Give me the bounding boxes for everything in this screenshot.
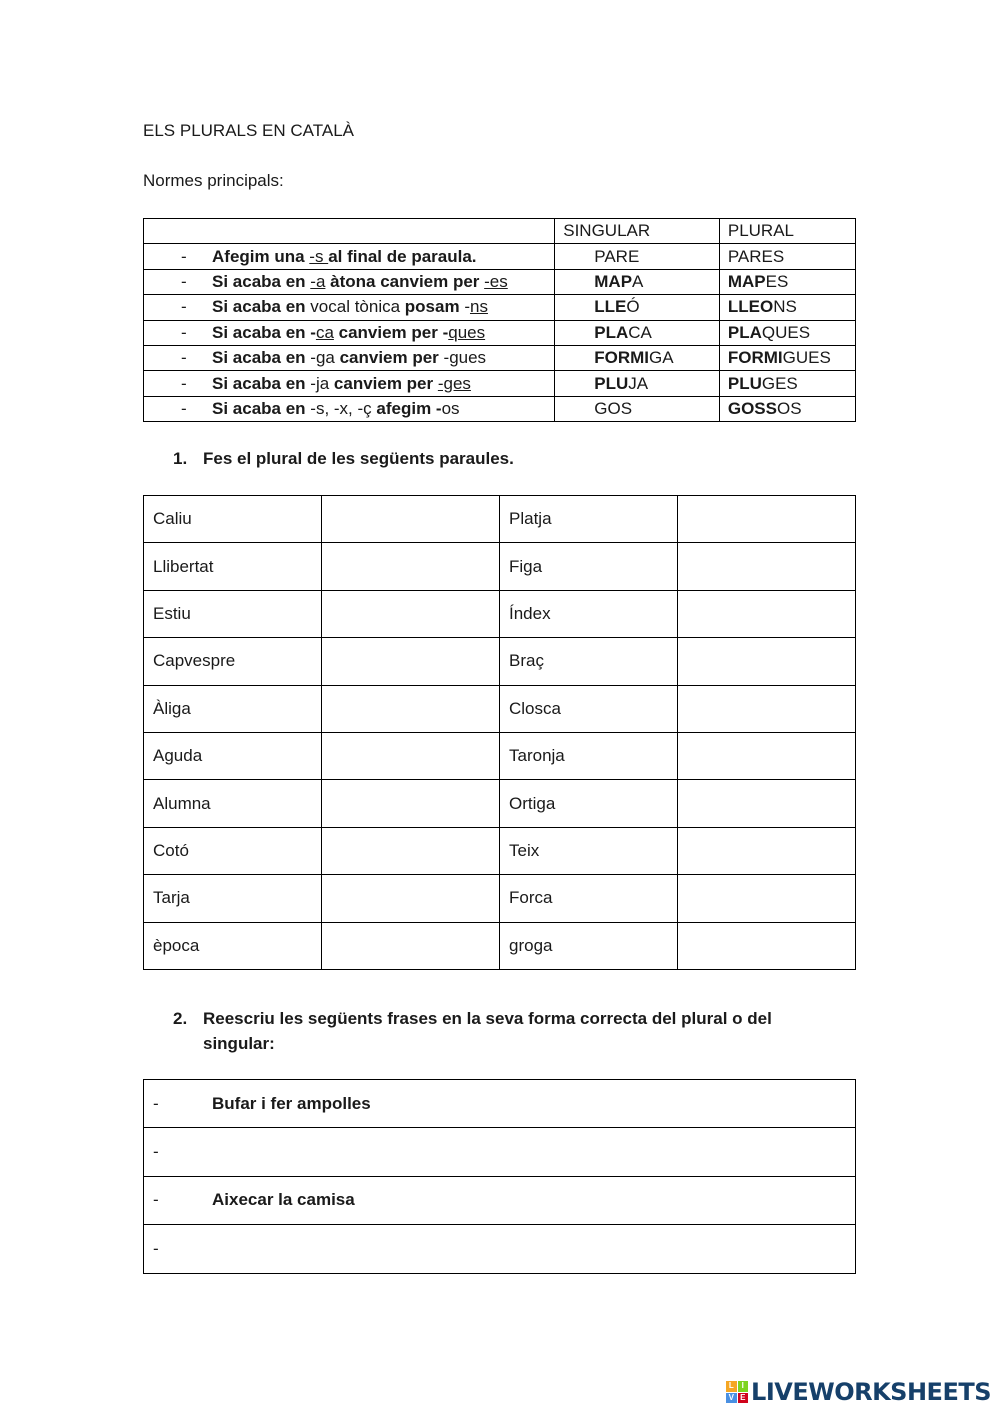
plural-text-run: LLEO <box>727 297 774 317</box>
bullet-dash: - <box>153 1238 159 1258</box>
sentence-rewrite-table <box>143 1079 856 1274</box>
singular-word: Platja <box>500 496 678 543</box>
rule-text-run: -a <box>310 271 326 291</box>
singular-example <box>555 320 720 345</box>
exercise-row <box>144 827 856 874</box>
rule-text-run: ns <box>469 297 488 317</box>
singular-text-run: GA <box>649 348 674 368</box>
rule-text-run: -s, -x, -ç <box>310 398 377 418</box>
plural-answer-field[interactable] <box>322 732 500 779</box>
rule-text-run: Afegim una <box>212 246 310 266</box>
singular-text-run: Ó <box>626 297 640 317</box>
plural-text-run: NS <box>773 297 797 317</box>
plural-text-run: GUES <box>782 348 831 368</box>
singular-word: Forca <box>500 875 678 922</box>
rule-text-run: -ja <box>310 373 334 393</box>
singular-word: Alumna <box>144 780 322 827</box>
plural-header: PLURAL <box>719 219 855 244</box>
exercise-row <box>144 638 856 685</box>
singular-word: Cotó <box>144 827 322 874</box>
plural-answer-field[interactable] <box>678 685 856 732</box>
plural-example <box>719 371 855 396</box>
singular-word: Tarja <box>144 875 322 922</box>
singular-word: Teix <box>500 827 678 874</box>
plural-answer-field[interactable] <box>678 732 856 779</box>
rule-text-run: afegim - <box>376 398 442 418</box>
sentence-text: Bufar i fer ampolles <box>212 1093 371 1113</box>
plural-text-run: PLA <box>727 322 762 342</box>
bullet-dash: - <box>181 373 187 393</box>
plural-text-run: FORMI <box>727 348 783 368</box>
rule-text-run: Si acaba en <box>212 398 311 418</box>
singular-example <box>555 345 720 370</box>
rule-text-cell <box>144 269 555 294</box>
bullet-dash: - <box>153 1093 159 1113</box>
rule-text-cell <box>144 345 555 370</box>
singular-text-run: PLA <box>594 322 629 342</box>
singular-word: Caliu <box>144 496 322 543</box>
bullet-dash: - <box>181 322 187 342</box>
rule-text-run: os <box>441 398 460 418</box>
plural-example <box>719 244 855 269</box>
sentence-row <box>144 1176 856 1224</box>
bullet-dash: - <box>153 1142 159 1162</box>
plural-text-run: PARES <box>727 246 785 266</box>
plural-answer-field[interactable] <box>322 543 500 590</box>
exercise-row <box>144 732 856 779</box>
plural-example <box>719 396 855 421</box>
rule-row <box>144 345 856 370</box>
rule-text-cell <box>144 320 555 345</box>
singular-example <box>555 396 720 421</box>
rule-text-run: -ges <box>437 373 471 393</box>
singular-text-run: MAP <box>594 271 633 291</box>
liveworksheets-logo-icon <box>726 1381 748 1403</box>
bullet-dash: - <box>153 1190 159 1210</box>
plural-text-run: OS <box>776 398 802 418</box>
singular-word: època <box>144 922 322 969</box>
rule-text-run: àtona canviem per <box>325 271 485 291</box>
rule-text-run: Si acaba en <box>212 297 311 317</box>
plural-answer-field[interactable] <box>322 590 500 637</box>
rule-text-cell <box>144 396 555 421</box>
plural-example <box>719 345 855 370</box>
plural-answer-field[interactable] <box>678 780 856 827</box>
rule-text-run: Si acaba en - <box>212 322 316 342</box>
exercise-row <box>144 922 856 969</box>
exercise-1-text: Fes el plural de les següents paraules. <box>203 449 514 468</box>
plural-example <box>719 320 855 345</box>
brand-name: LIVEWORKSHEETS <box>751 1378 991 1406</box>
logo-tile: E <box>738 1393 749 1404</box>
liveworksheets-brand <box>726 1378 991 1406</box>
singular-text-run: FORMI <box>594 348 650 368</box>
rule-row <box>144 371 856 396</box>
singular-word: Figa <box>500 543 678 590</box>
rule-text-run: Si acaba en <box>212 271 311 291</box>
rule-text-run: al final de paraula. <box>328 246 477 266</box>
exercise-row <box>144 543 856 590</box>
exercise-2-number: 2. <box>173 1009 188 1028</box>
logo-tile: L <box>726 1381 737 1392</box>
exercise-row <box>144 685 856 732</box>
rule-text-run: Si acaba en <box>212 373 311 393</box>
sentence-answer-field[interactable] <box>144 1225 856 1273</box>
sentence-row <box>144 1080 856 1128</box>
plural-example <box>719 295 855 320</box>
rule-row <box>144 295 856 320</box>
singular-word: Estiu <box>144 590 322 637</box>
singular-example <box>555 269 720 294</box>
plural-answer-field[interactable] <box>678 590 856 637</box>
exercise-row <box>144 496 856 543</box>
rule-text-run: Si acaba en <box>212 348 311 368</box>
rule-text-run: canviem per - <box>333 322 449 342</box>
answer-row[interactable] <box>144 1128 856 1176</box>
rule-row <box>144 244 856 269</box>
singular-text-run: PARE <box>594 246 640 266</box>
sentence-text: Aixecar la camisa <box>212 1190 355 1210</box>
singular-text-run: A <box>632 271 644 291</box>
rule-text-run: -ga <box>310 348 340 368</box>
rule-text-cell <box>144 244 555 269</box>
rule-text-run: ques <box>448 322 486 342</box>
plural-answer-field[interactable] <box>678 827 856 874</box>
plural-answer-field[interactable] <box>322 875 500 922</box>
plural-answer-field[interactable] <box>678 543 856 590</box>
exercise-2-text: Reescriu les següents frases en la seva forma correcta del plural o del singular: <box>203 1009 772 1053</box>
bullet-dash: - <box>181 297 187 317</box>
singular-word: Ortiga <box>500 780 678 827</box>
rule-text-run: -es <box>484 271 508 291</box>
exercise-row <box>144 875 856 922</box>
rule-text-run: -s <box>309 246 329 266</box>
singular-example <box>555 244 720 269</box>
exercise-row <box>144 590 856 637</box>
plural-text-run: PLU <box>727 373 762 393</box>
rule-text-run: canviem per <box>333 373 438 393</box>
rule-text-run: -gues <box>443 348 487 368</box>
singular-word: Braç <box>500 638 678 685</box>
plural-answer-field[interactable] <box>678 922 856 969</box>
singular-example <box>555 371 720 396</box>
plural-text-run: QUES <box>761 322 811 342</box>
logo-tile: I <box>738 1381 749 1392</box>
plural-exercise-table <box>143 495 856 970</box>
rule-text-run: posam <box>404 297 465 317</box>
sentence-answer-field[interactable] <box>144 1128 856 1176</box>
logo-tile: V <box>726 1393 737 1404</box>
rule-text-cell <box>144 295 555 320</box>
exercise-1-number: 1. <box>173 449 188 468</box>
exercise-2-heading <box>173 1006 813 1056</box>
rules-header-empty <box>144 219 555 244</box>
rule-row <box>144 396 856 421</box>
plural-rules-table <box>143 218 856 422</box>
singular-text-run: GOS <box>594 398 633 418</box>
plural-answer-field[interactable] <box>678 638 856 685</box>
plural-text-run: GOSS <box>727 398 777 418</box>
plural-answer-field[interactable] <box>322 496 500 543</box>
sentence-cell <box>144 1176 856 1224</box>
plural-answer-field[interactable] <box>322 780 500 827</box>
bullet-dash: - <box>181 246 187 266</box>
singular-word: Llibertat <box>144 543 322 590</box>
singular-word: Closca <box>500 685 678 732</box>
rule-text-cell <box>144 371 555 396</box>
bullet-dash: - <box>181 398 187 418</box>
bullet-dash: - <box>181 348 187 368</box>
answer-row[interactable] <box>144 1225 856 1273</box>
rule-text-run: canviem per <box>339 348 444 368</box>
singular-word: Àliga <box>144 685 322 732</box>
singular-text-run: LLE <box>594 297 627 317</box>
rule-row <box>144 320 856 345</box>
document-title: ELS PLURALS EN CATALÀ <box>143 121 355 140</box>
singular-text-run: JA <box>628 373 649 393</box>
plural-answer-field[interactable] <box>322 827 500 874</box>
rule-text-run: - <box>464 297 470 317</box>
plural-text-run: GES <box>761 373 798 393</box>
singular-word: groga <box>500 922 678 969</box>
plural-answer-field[interactable] <box>322 685 500 732</box>
plural-text-run: MAP <box>727 271 766 291</box>
rules-header-row <box>144 219 856 244</box>
singular-text-run: CA <box>628 322 652 342</box>
singular-word: Capvespre <box>144 638 322 685</box>
singular-word: Taronja <box>500 732 678 779</box>
plural-example <box>719 269 855 294</box>
singular-header: SINGULAR <box>555 219 720 244</box>
exercise-row <box>144 780 856 827</box>
plural-answer-field[interactable] <box>322 638 500 685</box>
section-subtitle: Normes principals: <box>143 171 284 190</box>
sentence-cell <box>144 1080 856 1128</box>
rule-row <box>144 269 856 294</box>
exercise-1-heading <box>173 449 514 469</box>
plural-answer-field[interactable] <box>678 875 856 922</box>
rule-text-run: ca <box>315 322 334 342</box>
singular-word: Aguda <box>144 732 322 779</box>
plural-text-run: ES <box>765 271 789 291</box>
plural-answer-field[interactable] <box>322 922 500 969</box>
singular-example <box>555 295 720 320</box>
rule-text-run: vocal tònica <box>310 297 405 317</box>
plural-answer-field[interactable] <box>678 496 856 543</box>
singular-text-run: PLU <box>594 373 629 393</box>
singular-word: Índex <box>500 590 678 637</box>
bullet-dash: - <box>181 271 187 291</box>
